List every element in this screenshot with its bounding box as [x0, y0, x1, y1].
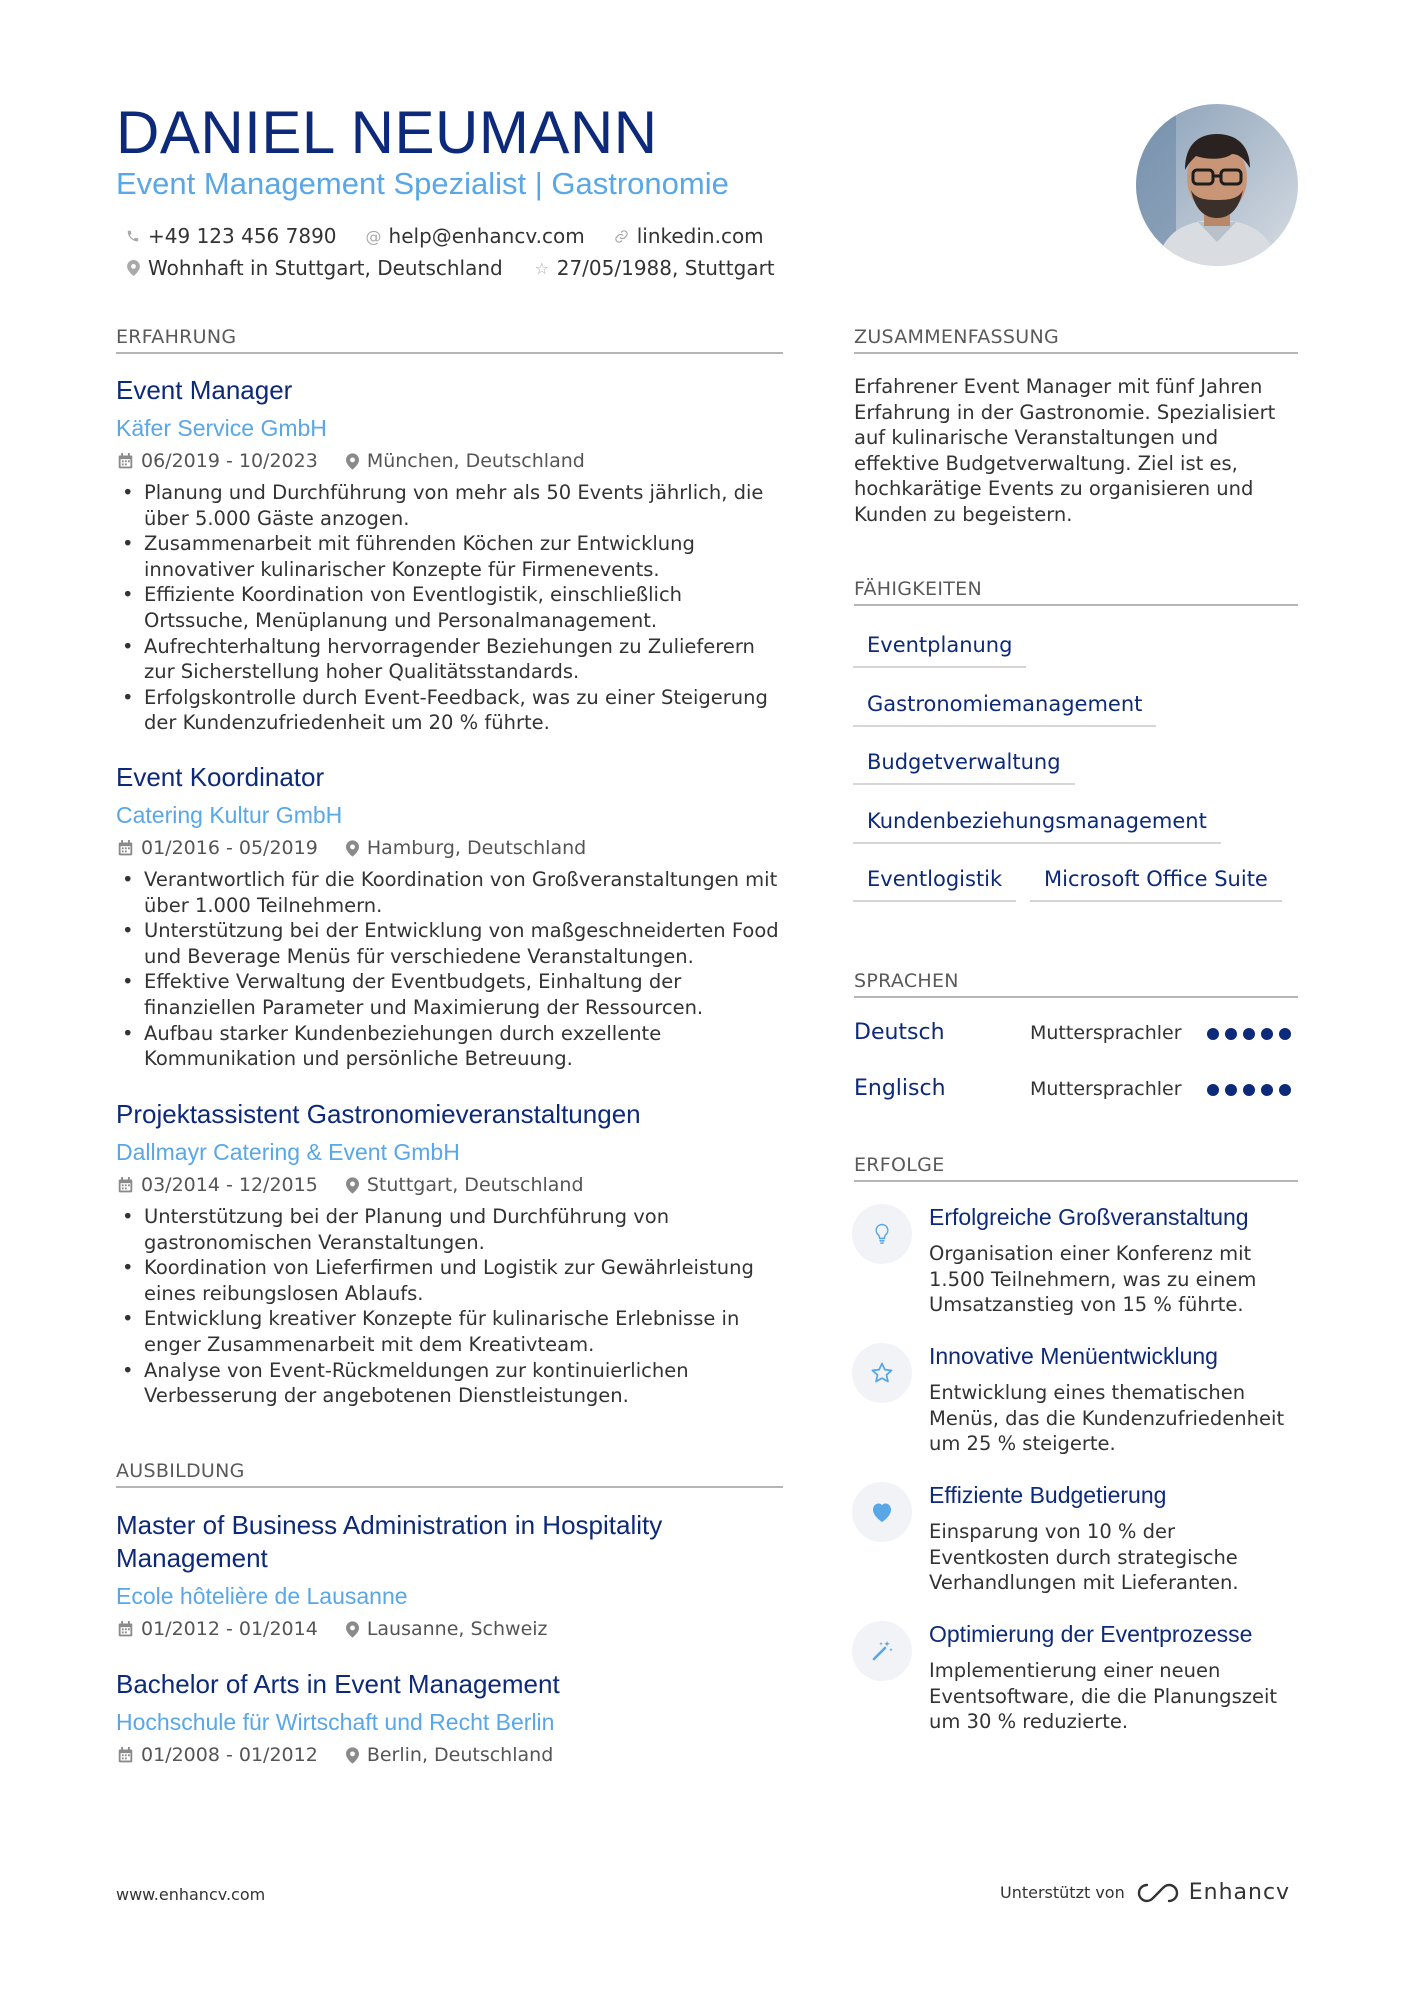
language-level: Muttersprachler [1030, 1078, 1182, 1100]
list-item: • Aufbau starker Kundenbeziehungen durch exzellente Kommunikation und persönliche Betreuung. [118, 1021, 788, 1072]
language-name: Deutsch [854, 1020, 945, 1045]
calendar-icon [118, 840, 133, 856]
list-item: • Aufrechterhaltung hervorragender Beziehungen zu Zulieferern zur Sicherstellung hoher Qualitätsstandards. [118, 634, 788, 685]
list-item: • Erfolgskontrolle durch Event-Feedback, was zu einer Steigerung der Kundenzufriedenheit um 20 % führte. [118, 685, 788, 736]
job-location: Stuttgart, Deutschland [366, 1174, 584, 1196]
skill-tag: Eventplanung [853, 633, 1026, 668]
job-title: Event Koordinator [116, 762, 325, 792]
location-pin-icon [346, 1747, 359, 1764]
candidate-title: Event Management Spezialist | Gastronomie [116, 166, 729, 201]
calendar-icon [118, 1747, 133, 1763]
language-proficiency-dots [1207, 1028, 1297, 1040]
achievement-description: Entwicklung eines thematischen Menüs, das die Kundenzufriedenheit um 25 % steigerte. [929, 1381, 1285, 1456]
section-header-achievements: ERFOLGE [854, 1154, 1298, 1182]
language-level: Muttersprachler [1030, 1022, 1182, 1044]
achievement-title: Effiziente Budgetierung [929, 1482, 1167, 1508]
proficiency-dot [1207, 1084, 1219, 1096]
contact-email[interactable]: @ help@enhancv.com [363, 224, 585, 248]
proficiency-dot [1279, 1028, 1291, 1040]
skill-tag: Kundenbeziehungsmanagement [853, 809, 1221, 844]
job-bullets [118, 1204, 788, 1409]
achievement-title: Optimierung der Eventprozesse [929, 1621, 1253, 1647]
education-dates: 01/2008 - 01/2012 [141, 1744, 318, 1766]
contact-row-1 [122, 224, 790, 248]
education-location: Lausanne, Schweiz [366, 1618, 548, 1640]
heart-icon [852, 1482, 912, 1542]
list-item: • Planung und Durchführung von mehr als 50 Events jährlich, die über 5.000 Gäste anzogen. [118, 480, 788, 531]
section-header-skills: FÄHIGKEITEN [854, 578, 1298, 606]
contact-phone: +49 123 456 7890 [122, 224, 337, 248]
link-icon [611, 229, 633, 244]
degree-title: Bachelor of Arts in Event Management [116, 1669, 560, 1699]
powered-by-label: Unterstützt von [1000, 1883, 1125, 1902]
list-item: • Analyse von Event-Rückmeldungen zur kontinuierlichen Verbesserung der angebotenen Dienstleistungen. [118, 1358, 788, 1409]
job-company: Käfer Service GmbH [116, 415, 327, 441]
footer-website[interactable]: www.enhancv.com [116, 1885, 266, 1904]
brand-name: Enhancv [1188, 1880, 1291, 1905]
proficiency-dot [1279, 1084, 1291, 1096]
job-company: Catering Kultur GmbH [116, 802, 343, 828]
job-bullets [118, 867, 788, 1072]
candidate-name: DANIEL NEUMANN [116, 99, 658, 166]
enhancv-logo-icon [1135, 1881, 1181, 1905]
contact-row-2 [122, 256, 801, 280]
degree-title: Master of Business Administration in Hospitality [116, 1510, 663, 1540]
skill-tag: Microsoft Office Suite [1030, 867, 1282, 902]
degree-title-line2: Management [116, 1543, 268, 1573]
lightbulb-icon [852, 1204, 912, 1264]
location-pin-icon [346, 453, 359, 470]
skill-tag: Eventlogistik [853, 867, 1016, 902]
contact-birth: ☆ 27/05/1988, Stuttgart [531, 256, 775, 280]
section-header-languages: SPRACHEN [854, 970, 1298, 998]
school-name: Ecole hôtelière de Lausanne [116, 1583, 408, 1609]
proficiency-dot [1243, 1028, 1255, 1040]
section-header-summary: ZUSAMMENFASSUNG [854, 326, 1298, 354]
education-meta [118, 1618, 548, 1640]
phone-icon [122, 229, 144, 243]
footer-powered-by [1000, 1880, 1290, 1905]
list-item: • Effektive Verwaltung der Eventbudgets, Einhaltung der finanziellen Parameter und Maximierung der Ressourcen. [118, 969, 788, 1020]
proficiency-dot [1261, 1028, 1273, 1040]
list-item: • Entwicklung kreativer Konzepte für kulinarische Erlebnisse in enger Zusammenarbeit mit dem Kreativteam. [118, 1306, 788, 1357]
star-icon [852, 1343, 912, 1403]
calendar-icon [118, 1621, 133, 1637]
list-item: • Unterstützung bei der Planung und Durchführung von gastronomischen Veranstaltungen. [118, 1204, 788, 1255]
education-dates: 01/2012 - 01/2014 [141, 1618, 318, 1640]
language-proficiency-dots [1207, 1084, 1297, 1096]
location-pin-icon [346, 840, 359, 857]
skill-tag: Gastronomiemanagement [853, 692, 1156, 727]
proficiency-dot [1225, 1028, 1237, 1040]
section-header-experience: ERFAHRUNG [116, 326, 783, 354]
list-item: • Unterstützung bei der Entwicklung von maßgeschneiderten Food und Beverage Menüs für verschiedene Veranstaltungen. [118, 918, 788, 969]
job-location: München, Deutschland [366, 450, 585, 472]
location-pin-icon [346, 1177, 359, 1194]
job-dates: 01/2016 - 05/2019 [141, 837, 318, 859]
list-item: • Zusammenarbeit mit führenden Köchen zur Entwicklung innovativer kulinarischer Konzepte für Firmenevents. [118, 531, 788, 582]
magic-wand-icon [852, 1621, 912, 1681]
job-meta [118, 837, 586, 859]
education-location: Berlin, Deutschland [366, 1744, 554, 1766]
school-name: Hochschule für Wirtschaft und Recht Berlin [116, 1709, 555, 1735]
calendar-icon [118, 1177, 133, 1193]
language-name: Englisch [854, 1076, 946, 1101]
job-dates: 03/2014 - 12/2015 [141, 1174, 318, 1196]
job-location: Hamburg, Deutschland [366, 837, 587, 859]
summary-text: Erfahrener Event Manager mit fünf Jahren Erfahrung in der Gastronomie. Spezialisiert auf kulinarische Veranstaltungen und effektive Budgetverwaltung. Ziel ist es, hochkarätige Events zu organisieren und Kunden zu begeistern. [854, 375, 1276, 526]
proficiency-dot [1243, 1084, 1255, 1096]
location-pin-icon [122, 260, 144, 276]
education-meta [118, 1744, 553, 1766]
job-bullets [118, 480, 788, 736]
section-header-education: AUSBILDUNG [116, 1460, 783, 1488]
job-title: Event Manager [116, 375, 293, 405]
at-icon: @ [365, 226, 382, 246]
job-company: Dallmayr Catering & Event GmbH [116, 1139, 460, 1165]
proficiency-dot [1207, 1028, 1219, 1040]
list-item: • Verantwortlich für die Koordination von Großveranstaltungen mit über 1.000 Teilnehmern. [118, 867, 788, 918]
job-title: Projektassistent Gastronomieveranstaltungen [116, 1099, 641, 1129]
list-item: • Koordination von Lieferfirmen und Logistik zur Gewährleistung eines reibungslosen Ablaufs. [118, 1255, 788, 1306]
contact-location: Wohnhaft in Stuttgart, Deutschland [122, 256, 503, 280]
achievement-title: Erfolgreiche Großveranstaltung [929, 1204, 1249, 1230]
achievement-description: Organisation einer Konferenz mit 1.500 Teilnehmern, was zu einem Umsatzanstieg von 15 % führte. [929, 1242, 1257, 1317]
job-meta [118, 1174, 584, 1196]
list-item: • Effiziente Koordination von Eventlogistik, einschließlich Ortssuche, Menüplanung und Personalmanagement. [118, 582, 788, 633]
proficiency-dot [1225, 1084, 1237, 1096]
achievement-description: Einsparung von 10 % der Eventkosten durch strategische Verhandlungen mit Lieferanten. [929, 1520, 1239, 1595]
achievement-title: Innovative Menüentwicklung [929, 1343, 1218, 1369]
skill-tag: Budgetverwaltung [853, 750, 1075, 785]
contact-link[interactable]: linkedin.com [611, 224, 764, 248]
location-pin-icon [346, 1621, 359, 1638]
job-meta [118, 450, 585, 472]
calendar-icon [118, 453, 133, 469]
proficiency-dot [1261, 1084, 1273, 1096]
job-dates: 06/2019 - 10/2023 [141, 450, 318, 472]
profile-photo [1136, 104, 1298, 266]
star-outline-icon: ☆ [534, 258, 549, 278]
achievement-description: Implementierung einer neuen Eventsoftware, die die Planungszeit um 30 % reduzierte. [929, 1659, 1278, 1734]
